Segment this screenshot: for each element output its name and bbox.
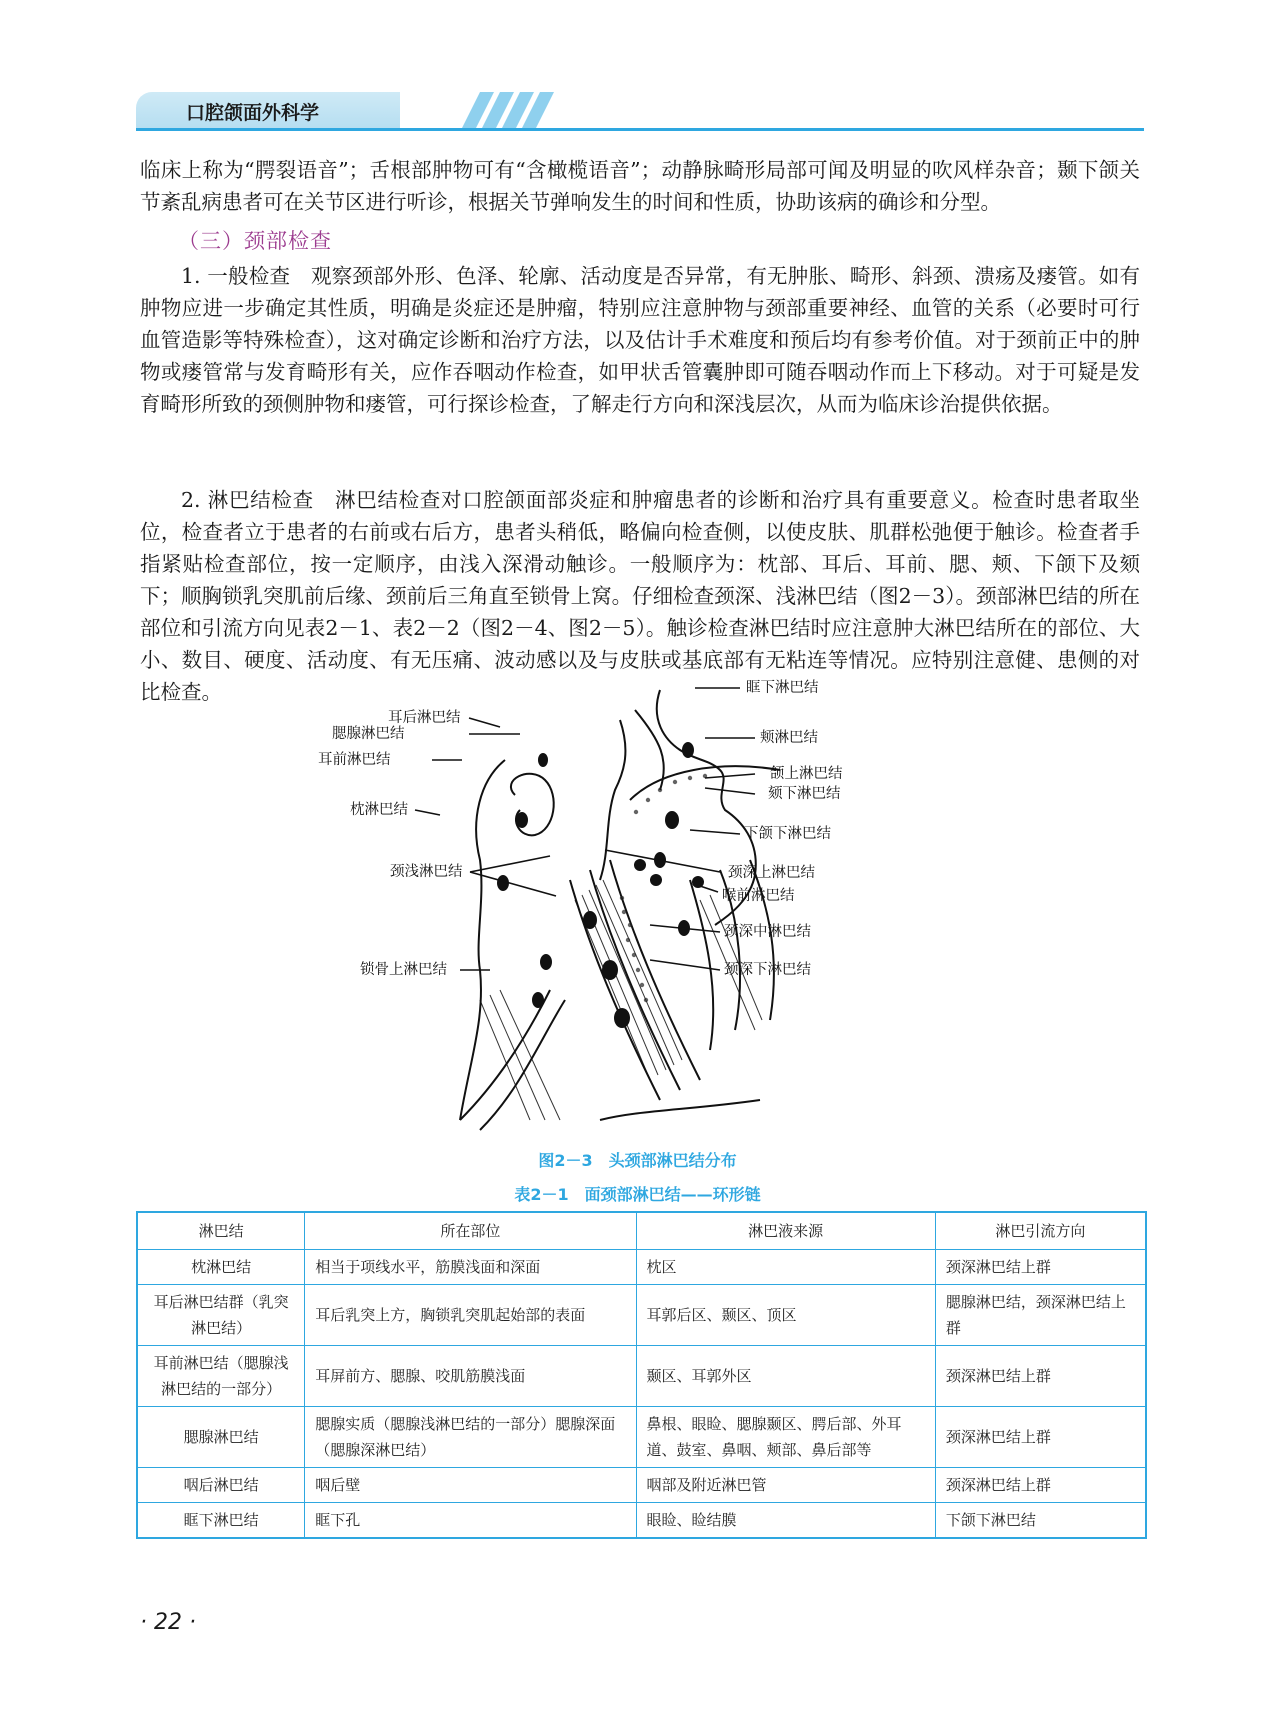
header-rule — [136, 128, 1144, 131]
table-cell: 眶下淋巴结 — [137, 1503, 305, 1539]
table-row — [137, 1503, 1146, 1539]
table-cell: 颞区、耳郭外区 — [636, 1346, 935, 1407]
label-prelaryngeal: 喉前淋巴结 — [722, 888, 795, 904]
label-occipital: 枕淋巴结 — [350, 802, 408, 818]
book-title: 口腔颌面外科学 — [186, 102, 320, 124]
table-cell: 颈深淋巴结上群 — [935, 1346, 1146, 1407]
label-infraorbital: 眶下淋巴结 — [746, 680, 819, 696]
table-cell: 耳前淋巴结（腮腺浅淋巴结的一部分） — [137, 1346, 305, 1407]
anatomy-sketch — [460, 690, 780, 1130]
label-submandibular: 下颌下淋巴结 — [744, 826, 831, 842]
table-cell: 耳后淋巴结群（乳突淋巴结） — [137, 1285, 305, 1346]
table-cell: 枕区 — [636, 1250, 935, 1285]
stipple-band — [620, 774, 707, 1002]
paragraph-lymph-exam: 2. 淋巴结检查 淋巴结检查对口腔颌面部炎症和肿瘤患者的诊断和治疗具有重要意义。检查时患者取坐位，检查者立于患者的右前或右后方，患者头稍低，略偏向检查侧，以使皮肤、肌群松弛便于触诊。检查者手指紧贴检查部位，按一定顺序，由浅入深滑动触诊。一般顺序为：枕部、耳后、耳前、腮、颊、下颌下及颏下；顺胸锁乳突肌前后缘、颈前后三角直至锁骨上窝。仔细检查颈深、浅淋巴结（图2－3）。颈部淋巴结的所在部位和引流方向见表2－1、表2－2（图2－4、图2－5）。触诊检查淋巴结时应注意肿大淋巴结所在的部位、大小、数目、硬度、活动度、有无压痛、波动感以及与皮肤或基底部有无粘连等情况。应特别注意健、患侧的对比检查。 — [140, 488, 1140, 704]
table-row — [137, 1250, 1146, 1285]
table-cell: 眼睑、睑结膜 — [636, 1503, 935, 1539]
label-submental: 颏下淋巴结 — [768, 786, 841, 802]
page-number: · 22 · — [140, 1610, 196, 1635]
label-middle-deep-cervical: 颈深中淋巴结 — [724, 924, 811, 940]
header-stripes — [360, 92, 560, 128]
table-cell: 耳后乳突上方，胸锁乳突肌起始部的表面 — [305, 1285, 636, 1346]
table-cell: 咽后壁 — [305, 1468, 636, 1503]
table-cell: 咽部及附近淋巴管 — [636, 1468, 935, 1503]
running-header — [136, 92, 1144, 130]
table-cell: 颈深淋巴结上群 — [935, 1250, 1146, 1285]
label-superficial-cervical: 颈浅淋巴结 — [390, 864, 463, 880]
table-cell: 下颌下淋巴结 — [935, 1503, 1146, 1539]
figure-caption: 图2－3 头颈部淋巴结分布 — [538, 1151, 737, 1170]
table-cell: 腮腺实质（腮腺浅淋巴结的一部分）腮腺深面（腮腺深淋巴结） — [305, 1407, 636, 1468]
label-supraclavicular: 锁骨上淋巴结 — [360, 962, 447, 978]
table-cell: 枕淋巴结 — [137, 1250, 305, 1285]
label-parotid: 腮腺淋巴结 — [332, 726, 405, 742]
column-header: 所在部位 — [305, 1212, 636, 1250]
lymph-node-figure — [318, 680, 920, 1140]
table-cell: 眶下孔 — [305, 1503, 636, 1539]
intro-paragraph: 临床上称为“腭裂语音”；舌根部肿物可有“含橄榄语音”；动静脉畸形局部可闻及明显的吹风样杂音；颞下颌关节紊乱病患者可在关节区进行听诊，根据关节弹响发生的时间和性质，协助该病的确诊和分型。 — [140, 158, 1140, 214]
table-cell: 耳郭后区、颞区、顶区 — [636, 1285, 935, 1346]
label-inferior-deep-cervical: 颈深下淋巴结 — [724, 962, 811, 978]
lymph-node-dots — [497, 742, 704, 1028]
table-cell: 相当于项线水平，筋膜浅面和深面 — [305, 1250, 636, 1285]
lymph-node-illustration — [318, 680, 920, 1140]
label-supramandibular: 颌上淋巴结 — [770, 766, 843, 782]
label-preauricular: 耳前淋巴结 — [318, 752, 391, 768]
table-cell: 鼻根、眼睑、腮腺颞区、腭后部、外耳道、鼓室、鼻咽、颊部、鼻后部等 — [636, 1407, 935, 1468]
table-caption: 表2－1 面颈部淋巴结——环形链 — [514, 1185, 761, 1204]
label-buccal: 颊淋巴结 — [760, 730, 818, 746]
table-header-row — [137, 1212, 1146, 1250]
column-header: 淋巴结 — [137, 1212, 305, 1250]
column-header: 淋巴引流方向 — [935, 1212, 1146, 1250]
lymph-node-table — [136, 1211, 1147, 1539]
table-cell: 颈深淋巴结上群 — [935, 1407, 1146, 1468]
table-cell: 耳屏前方、腮腺、咬肌筋膜浅面 — [305, 1346, 636, 1407]
table-cell: 颈深淋巴结上群 — [935, 1468, 1146, 1503]
table-row — [137, 1407, 1146, 1468]
muscle-hatching — [480, 880, 762, 1120]
table-row — [137, 1346, 1146, 1407]
table-cell: 腮腺淋巴结 — [137, 1407, 305, 1468]
table-cell: 腮腺淋巴结，颈深淋巴结上群 — [935, 1285, 1146, 1346]
table-row — [137, 1285, 1146, 1346]
table-cell: 咽后淋巴结 — [137, 1468, 305, 1503]
label-retroauricular: 耳后淋巴结 — [388, 710, 461, 726]
paragraph-general-exam: 1. 一般检查 观察颈部外形、色泽、轮廓、活动度是否异常，有无肿胀、畸形、斜颈、溃疡及瘘管。如有肿物应进一步确定其性质，明确是炎症还是肿瘤，特别应注意肿物与颈部重要神经、血管的关系（必要时可行血管造影等特殊检查），这对确定诊断和治疗方法，以及估计手术难度和预后均有参考价值。对于颈前正中的肿物或瘘管常与发育畸形有关，应作吞咽动作检查，如甲状舌管囊肿即可随吞咽动作而上下移动。对于可疑是发育畸形所致的颈侧肿物和瘘管，可行探诊检查，了解走行方向和深浅层次，从而为临床诊治提供依据。 — [140, 264, 1140, 416]
label-superior-deep-cervical: 颈深上淋巴结 — [728, 865, 815, 881]
section-heading: （三）颈部检查 — [178, 229, 332, 253]
column-header: 淋巴液来源 — [636, 1212, 935, 1250]
table-row — [137, 1468, 1146, 1503]
